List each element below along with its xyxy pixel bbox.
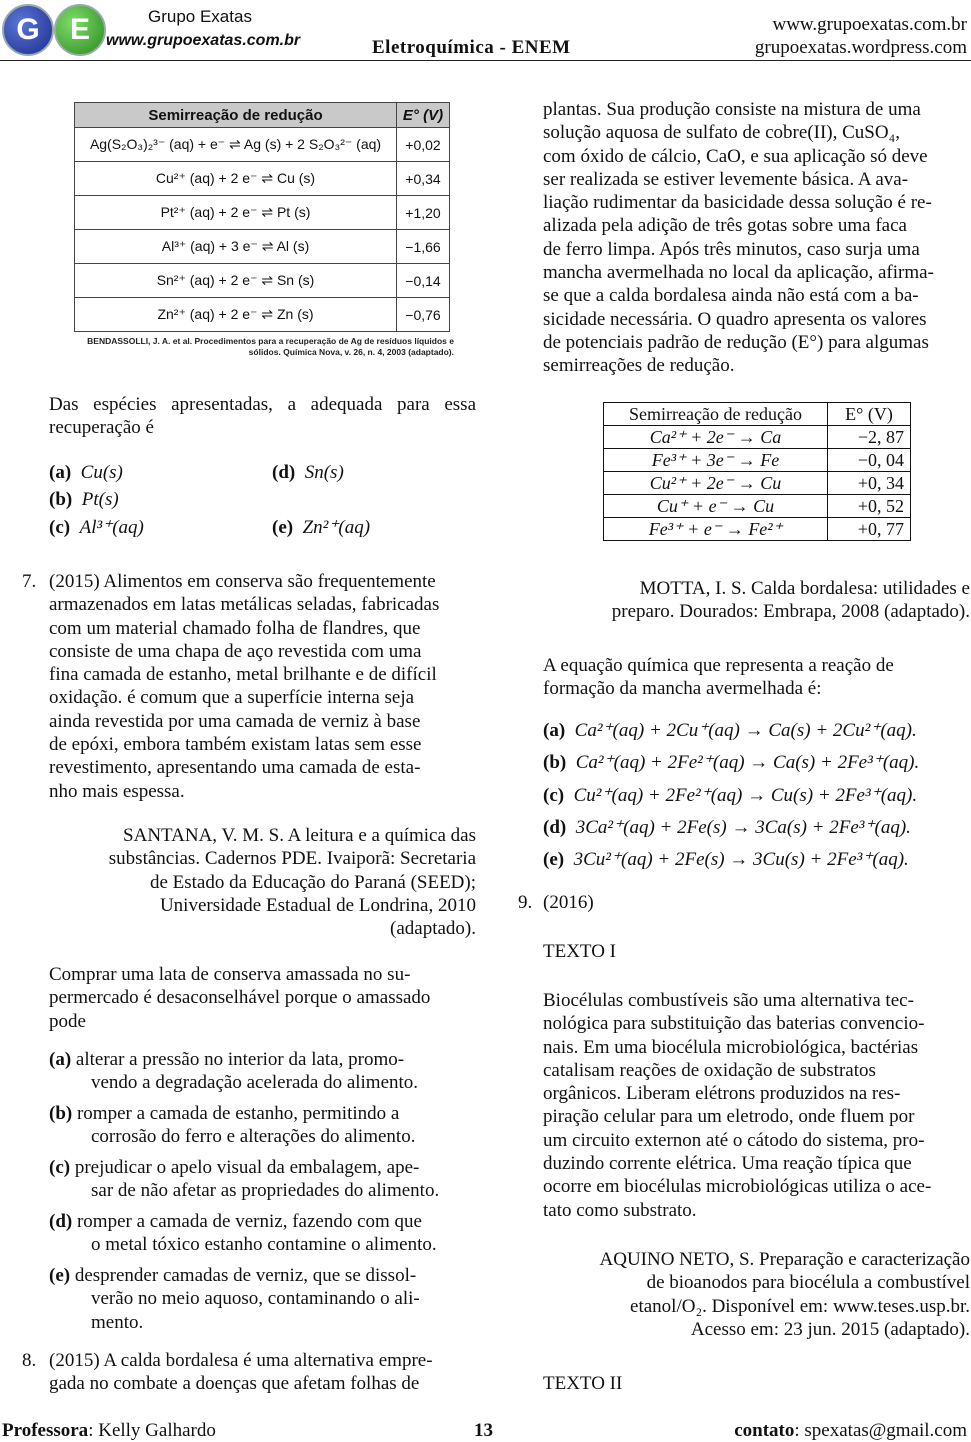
option-text-cont: o metal tóxico estanho contamine o alimento. <box>91 1234 437 1256</box>
q7-option-b[interactable] <box>49 1102 476 1149</box>
text-line: de potenciais padrão de redução (E°) para algumas <box>543 331 929 353</box>
table-row <box>75 162 450 196</box>
q6-option-e[interactable] <box>272 516 370 539</box>
option-text: 3Ca²⁺(aq) + 2Fe(s) → 3Ca(s) + 2Fe³⁺(aq). <box>575 817 911 838</box>
table-row <box>75 128 450 162</box>
table-cell-value: +0, 77 <box>828 518 911 541</box>
text-line: A equação química que representa a reação de <box>543 655 894 676</box>
text-line: Comprar uma lata de conserva amassada no su- <box>49 964 411 985</box>
text-line: pode <box>49 1010 86 1032</box>
q7-reference <box>49 824 476 940</box>
option-text: Sn(s) <box>304 462 344 483</box>
table-header-value: E° (V) <box>828 403 911 426</box>
q8-option-d[interactable] <box>543 816 911 839</box>
option-text-cont: vendo a degradação acelerada do alimento. <box>91 1072 419 1094</box>
reference-line: preparo. Dourados: Embrapa, 2008 (adaptado). <box>611 601 970 623</box>
q6-option-a[interactable] <box>49 461 123 484</box>
q6-option-d[interactable] <box>272 461 344 484</box>
q7-option-c[interactable] <box>49 1156 476 1203</box>
q7-statement <box>49 570 476 803</box>
text-line: fina camada de estanho, metal brilhante e de difícil <box>49 664 437 686</box>
text-line: revestimento, apresentando uma camada de esta- <box>49 757 421 779</box>
table-header-reaction: Semirreação de redução <box>75 103 397 128</box>
text-line: (2015) A calda bordalesa é uma alternativa empre- <box>49 1350 433 1371</box>
option-text: desprender camadas de verniz, que se dissol- <box>74 1265 417 1286</box>
reference-line: de Estado da Educação do Paraná (SEED); <box>149 871 476 893</box>
footer-teacher-name: : Kelly Galhardo <box>88 1420 216 1441</box>
option-label: (b) <box>49 489 73 510</box>
option-label: (d) <box>49 1211 73 1232</box>
text-line: liação rudimentar da basicidade dessa solução é re- <box>543 192 932 214</box>
option-text: Ca²⁺(aq) + 2Fe²⁺(aq) → Ca(s) + 2Fe³⁺(aq). <box>575 752 920 773</box>
reference-line: substâncias. Cadernos PDE. Ivaiporã: Secretaria <box>108 848 476 870</box>
q6-option-b[interactable] <box>49 488 119 511</box>
q8-option-b[interactable] <box>543 751 919 774</box>
option-text: Al³⁺(aq) <box>79 517 144 538</box>
q6-option-c[interactable] <box>49 516 144 539</box>
option-label: (c) <box>49 517 71 538</box>
option-text-cont: sar de não afetar as propriedades do alimento. <box>91 1180 440 1202</box>
q8-number: 8. <box>22 1350 37 1371</box>
table-cell-reaction: Al³⁺ (aq) + 3 e⁻ ⇌ Al (s) <box>75 230 397 264</box>
table-cell-reaction: Ca²⁺ + 2e⁻ → Ca <box>604 426 828 449</box>
q8-reference <box>543 577 970 624</box>
q9-texto1-heading: TEXTO I <box>543 941 616 962</box>
option-text-cont: verão no meio aquoso, contaminando o ali- <box>91 1288 420 1310</box>
text-line: permercado é desaconselhável porque o amassado <box>49 987 431 1009</box>
option-label: (e) <box>543 849 565 870</box>
option-text: Cu(s) <box>80 462 123 483</box>
footer-contact-email[interactable]: : spexatas@gmail.com <box>794 1420 967 1441</box>
table-cell-value: −1,66 <box>397 230 450 264</box>
option-label: (a) <box>49 462 72 483</box>
table-cell-reaction: Cu²⁺ (aq) + 2 e⁻ ⇌ Cu (s) <box>75 162 397 196</box>
reference-line: Acesso em: 23 jun. 2015 (adaptado). <box>690 1318 970 1340</box>
table-cell-reaction: Sn²⁺ (aq) + 2 e⁻ ⇌ Sn (s) <box>75 264 397 298</box>
option-label: (a) <box>543 720 566 741</box>
logo-url: www.grupoexatas.com.br <box>106 32 301 49</box>
text-line: catalisam reações de oxidação de substratos <box>543 1059 876 1081</box>
option-label: (d) <box>272 462 296 483</box>
q9-texto1-body <box>543 989 970 1222</box>
q9-texto2-heading: TEXTO II <box>543 1373 623 1394</box>
text-line: semirreações de redução. <box>543 355 735 377</box>
option-label: (e) <box>49 1265 71 1286</box>
table-row <box>75 230 450 264</box>
text-line: nho mais espessa. <box>49 780 185 802</box>
reference-line: SANTANA, V. M. S. A leitura e a química das <box>123 825 476 846</box>
q9-year: (2016) <box>543 892 594 913</box>
reduction-potential-table <box>603 402 911 541</box>
option-text: romper a camada de estanho, permitindo a <box>76 1103 400 1124</box>
q8-statement-cont <box>543 98 970 378</box>
table-cell-reaction: Cu⁺ + e⁻ → Cu <box>604 495 828 518</box>
q8-option-e[interactable] <box>543 848 909 871</box>
text-line: plantas. Sua produção consiste na mistura de uma <box>543 99 921 120</box>
reference-line: AQUINO NETO, S. Preparação e caracterização <box>599 1249 970 1270</box>
text-line: orgânicos. Liberam elétrons produzidos na res- <box>543 1083 901 1105</box>
option-label: (b) <box>49 1103 73 1124</box>
text-line: formação da mancha avermelhada é: <box>543 678 822 700</box>
option-text: Ca²⁺(aq) + 2Cu⁺(aq) → Ca(s) + 2Cu²⁺(aq). <box>574 720 917 741</box>
table-row <box>75 298 450 332</box>
option-text: prejudicar o apelo visual da embalagem, ape- <box>74 1157 420 1178</box>
text-line: com óxido de cálcio, CaO, e sua aplicação só deve <box>543 145 928 167</box>
table-cell-value: +0,02 <box>397 128 450 162</box>
table-row <box>604 495 911 518</box>
table-cell-value: +0, 52 <box>828 495 911 518</box>
text-line: com um material chamado folha de flandres, que <box>49 617 421 639</box>
option-text: Pt(s) <box>81 489 119 510</box>
table-cell-value: +0, 34 <box>828 472 911 495</box>
table-cell-value: −2, 87 <box>828 426 911 449</box>
table-cell-value: −0,14 <box>397 264 450 298</box>
text-line: nológica para substituição das baterias convencio- <box>543 1013 925 1035</box>
text-line: ocorre em biocélulas microbiológicas utiliza o ace- <box>543 1176 932 1198</box>
option-label: (a) <box>49 1049 72 1070</box>
table-row <box>604 518 911 541</box>
option-label: (b) <box>543 752 567 773</box>
table-row <box>604 426 911 449</box>
option-text: 3Cu²⁺(aq) + 2Fe(s) → 3Cu(s) + 2Fe³⁺(aq). <box>573 849 909 870</box>
table-cell-reaction: Fe³⁺ + 3e⁻ → Fe <box>604 449 828 472</box>
table-cell-reaction: Cu²⁺ + 2e⁻ → Cu <box>604 472 828 495</box>
text-line: piração celular para um eletrodo, onde fluem por <box>543 1106 915 1128</box>
table-cell-reaction: Pt²⁺ (aq) + 2 e⁻ ⇌ Pt (s) <box>75 196 397 230</box>
q8-prompt <box>543 654 970 701</box>
table-header-row <box>604 403 911 426</box>
table-row <box>75 196 450 230</box>
q6-prompt: Das espécies apresentadas, a adequada para essa recuperação é <box>49 394 476 439</box>
option-label: (c) <box>543 785 565 806</box>
text-line: sicidade necessária. O quadro apresenta os valores <box>543 308 927 330</box>
q7-option-d[interactable] <box>49 1210 476 1257</box>
table-cell-value: −0, 04 <box>828 449 911 472</box>
q7-option-a[interactable] <box>49 1048 476 1095</box>
table-row <box>604 449 911 472</box>
text-line: de ferro limpa. Após três minutos, caso surja uma <box>543 238 920 260</box>
text-line: ainda revestida por uma camada de verniz à base <box>49 710 421 732</box>
table-cell-value: +0,34 <box>397 162 450 196</box>
footer-contact-label: contato <box>734 1420 795 1441</box>
text-line: Biocélulas combustíveis são uma alternativa tec- <box>543 990 914 1011</box>
text-line: (2015) Alimentos em conserva são frequentemente <box>49 571 436 592</box>
text-line: solução aquosa de sulfato de cobre(II), CuSO₄, <box>543 122 900 144</box>
footer-teacher <box>2 1420 216 1442</box>
text-line: se que a calda bordalesa ainda não está com a ba- <box>543 285 919 307</box>
reference-line: MOTTA, I. S. Calda bordalesa: utilidades e <box>639 578 970 599</box>
option-text: Zn²⁺(aq) <box>302 517 371 538</box>
q8-option-c[interactable] <box>543 784 917 807</box>
reduction-potential-image-table <box>74 102 450 332</box>
q9-number: 9. <box>518 892 533 913</box>
option-text: alterar a pressão no interior da lata, promo- <box>75 1049 405 1070</box>
table-cell-value: −0,76 <box>397 298 450 332</box>
text-line: armazenados em latas metálicas seladas, fabricadas <box>49 594 440 616</box>
option-label: (e) <box>272 517 294 538</box>
table-cell-reaction: Fe³⁺ + e⁻ → Fe²⁺ <box>604 518 828 541</box>
text-line: duzindo corrente elétrica. Uma reação típica que <box>543 1153 912 1175</box>
text-line: nais. Em uma biocélula microbiológica, bactérias <box>543 1036 919 1058</box>
option-text: Cu²⁺(aq) + 2Fe²⁺(aq) → Cu(s) + 2Fe³⁺(aq). <box>573 785 918 806</box>
logo-e-circle: E <box>54 4 106 56</box>
q9-reference <box>543 1248 970 1341</box>
table-header-row <box>75 103 450 128</box>
table-row <box>604 472 911 495</box>
option-label: (c) <box>49 1157 71 1178</box>
table-cell-value: +1,20 <box>397 196 450 230</box>
text-line: gada no combate a doenças que afetam folhas de <box>49 1373 420 1395</box>
logo-name: Grupo Exatas <box>148 7 252 26</box>
table-header-reaction: Semirreação de redução <box>604 403 828 426</box>
table-header-value: E° (V) <box>397 103 450 128</box>
q8-option-a[interactable] <box>543 719 917 742</box>
page-number: 13 <box>474 1420 493 1441</box>
logo-g-circle: G <box>2 4 54 56</box>
text-line: alizada pela adição de três gotas sobre uma faca <box>543 215 907 237</box>
header-site-link[interactable]: www.grupoexatas.com.br <box>772 14 967 35</box>
reference-line: (adaptado). <box>390 918 476 940</box>
footer-teacher-label: Professora <box>2 1420 89 1441</box>
table-cell-reaction: Zn²⁺ (aq) + 2 e⁻ ⇌ Zn (s) <box>75 298 397 332</box>
text-line: mancha avermelhada no local da aplicação, afirma- <box>543 262 934 284</box>
q7-number: 7. <box>22 571 37 592</box>
image-table-caption: BENDASSOLLI, J. A. et al. Procedimentos para a recuperação de Ag de resíduos líquidos e sólidos. Química Nova, v. 26, n. 4, 2003 (adaptado). <box>87 336 454 357</box>
text-line: de epóxi, embora também existam latas sem esse <box>49 734 422 756</box>
text-line: oxidação. é comum que a superfície interna seja <box>49 687 415 709</box>
text-line: um circuito externon até o cátodo do sistema, pro- <box>543 1129 925 1151</box>
text-line: ser realizada se estiver levemente básica. A ava- <box>543 168 909 190</box>
q7-prompt <box>49 963 476 1033</box>
reference-line: etanol/O₂. Disponível em: www.teses.usp.br. <box>630 1295 970 1317</box>
reference-line: de bioanodos para biocélula a combustível <box>646 1272 970 1294</box>
q8-statement-start <box>49 1349 476 1396</box>
header-blog-link[interactable]: grupoexatas.wordpress.com <box>754 37 967 58</box>
option-text-cont: mento. <box>91 1311 144 1333</box>
page-title: Eletroquímica - ENEM <box>372 37 571 58</box>
text-line: consiste de uma chapa de aço revestida com uma <box>49 640 422 662</box>
option-label: (d) <box>543 817 567 838</box>
logo <box>2 2 302 56</box>
table-row <box>75 264 450 298</box>
text-line: tato como substrato. <box>543 1199 697 1221</box>
footer-contact <box>734 1420 967 1442</box>
header-divider <box>0 60 971 61</box>
table-cell-reaction: Ag(S₂O₃)₂³⁻ (aq) + e⁻ ⇌ Ag (s) + 2 S₂O₃²⁻ (aq) <box>75 128 397 162</box>
option-text: romper a camada de verniz, fazendo com que <box>76 1211 422 1232</box>
q7-option-e[interactable] <box>49 1264 476 1334</box>
option-text-cont: corrosão do ferro e alterações do alimento. <box>91 1126 416 1148</box>
reference-line: Universidade Estadual de Londrina, 2010 <box>159 894 476 916</box>
